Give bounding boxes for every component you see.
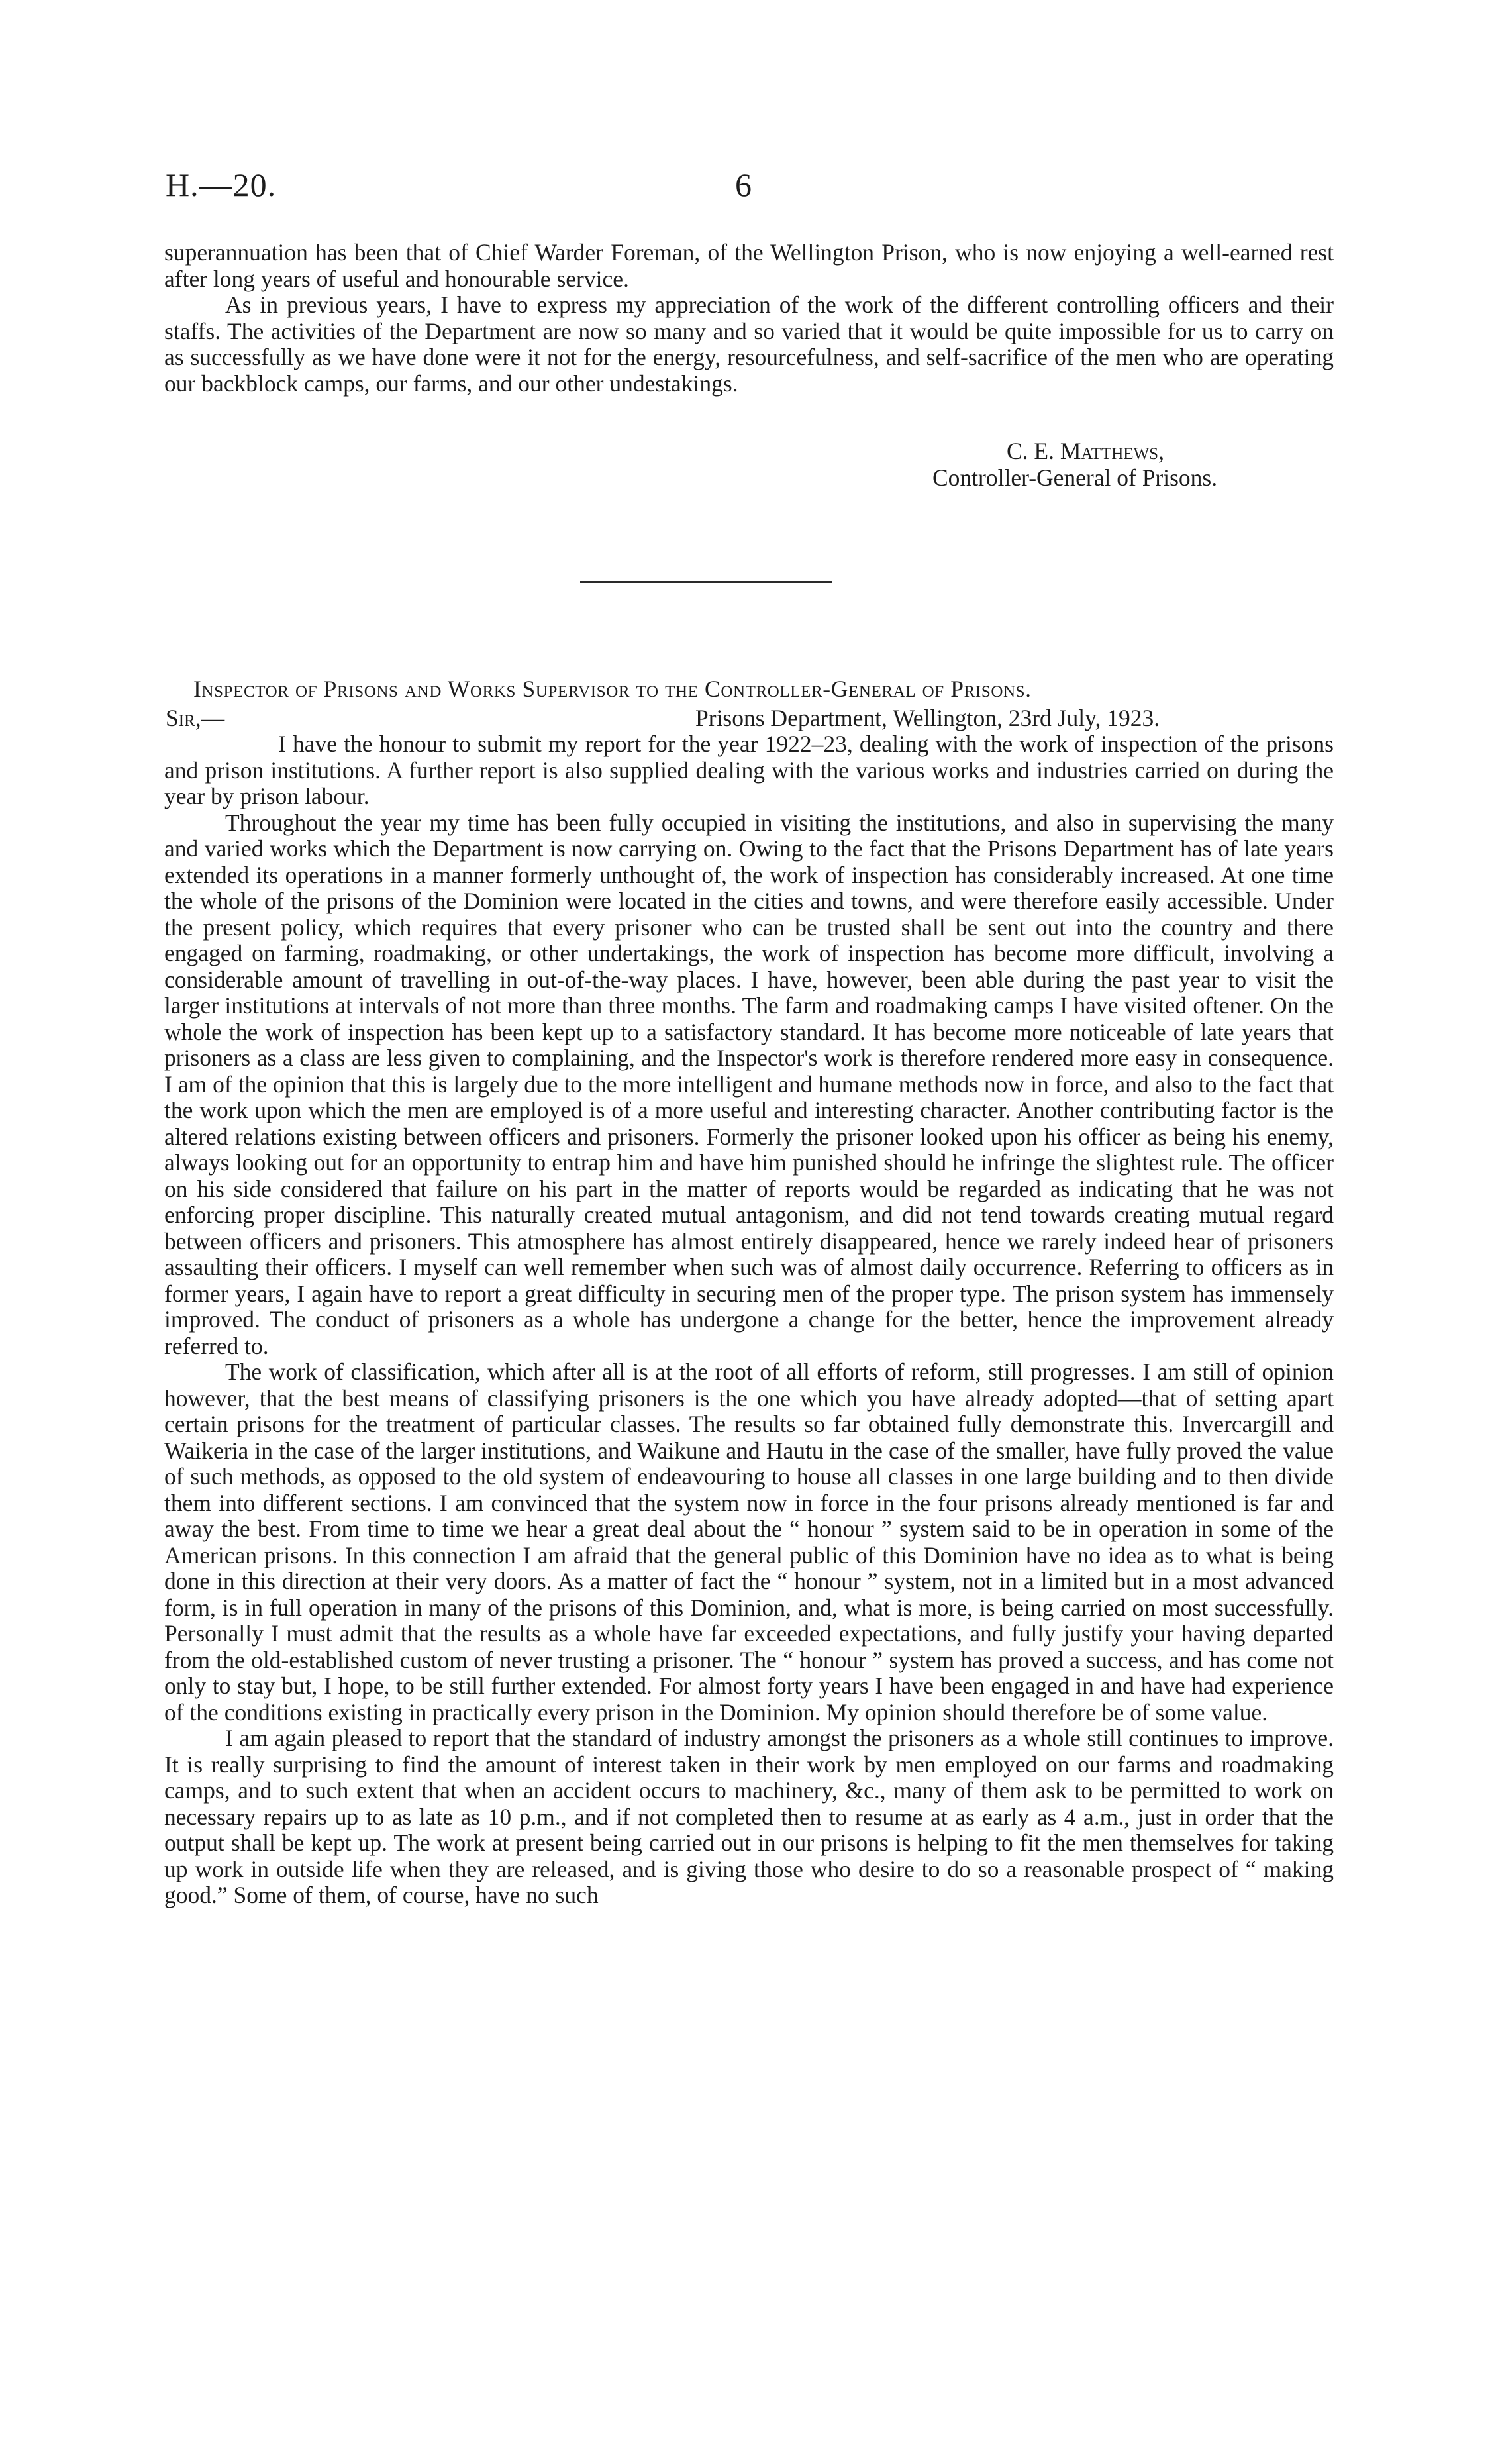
salutation-line (166, 705, 1291, 731)
signatory-name: C. E. Matthews, (1007, 438, 1164, 464)
page-header (166, 166, 1331, 212)
page-number: 6 (735, 166, 752, 203)
report-body (164, 731, 1334, 1909)
report-paragraph: Throughout the year my time has been fully occupied in visiting the institutions, and also in supervising the many and varied works which the Department is now carrying on. Owing to the fact that the Prisons Department has of late years extended its operations in a manner formerly unthought of, the work of inspection has considerably increased. At one time the whole of the prisons of the Dominion were located in the cities and towns, and were therefore easily accessible. Under the present policy, which requires that every prisoner who can be trusted shall be sent out into the country and there engaged on farming, roadmaking, or other undertakings, the work of inspection has become more difficult, involving a considerable amount of travelling in out-of-the-way places. I have, however, been able during the past year to visit the larger institutions at intervals of not more than three months. The farm and roadmaking camps I have visited oftener. On the whole the work of inspection has been kept up to a satisfactory standard. It has become more noticeable of late years that prisoners as a class are less given to complaining, and the Inspector's work is therefore rendered more easy in consequence. I am of the opinion that this is largely due to the more intelligent and humane methods now in force, and also to the fact that the work upon which the men are employed is of a more useful and interesting character. Another contributing factor is the altered relations existing between officers and prisoners. Formerly the prisoner looked upon his officer as being his enemy, always looking out for an opportunity to entrap him and have him punished should he infringe the slightest rule. The officer on his side considered that failure on his part in the matter of reports would be regarded as indicating that he was not enforcing proper discipline. This naturally created mutual antagonism, and did not tend towards creating mutual regard between officers and prisoners. This atmosphere has almost entirely disappeared, hence we rarely indeed hear of prisoners assaulting their officers. I myself can well remember when such was of almost daily occurrence. Referring to officers as in former years, I again have to report a great difficulty in securing men of the proper type. The prison system has immensely improved. The conduct of prisoners as a whole has undergone a change for the better, hence the improvement already referred to. (164, 809, 1334, 1359)
report-paragraph: I am again pleased to report that the standard of industry amongst the prisoners as a whole still continues to improve. It is really surprising to find the amount of interest taken in their work by men employed on our farms and roadmaking camps, and to such extent that when an accident occurs to machinery, &c., many of them ask to be permitted to work on necessary repairs up to as late as 10 p.m., and if not completed then to resume at as early as 4 a.m., just in order that the output shall be kept up. The work at present being carried out in our prisons is helping to fit the men themselves for taking up work in outside life when they are released, and is giving those who desire to do so a reasonable prospect of “ making good.” Some of them, of course, have no such (164, 1725, 1334, 1908)
intro-section (164, 240, 1334, 397)
section-divider (580, 581, 832, 583)
report-heading: Inspector of Prisons and Works Supervisor to the Controller-General of Prisons. (193, 676, 1032, 702)
continuation-paragraph: superannuation has been that of Chief Warder Foreman, of the Wellington Prison, who is now enjoying a well-earned rest after long years of useful and honourable service. (164, 239, 1334, 292)
dateline: Prisons Department, Wellington, 23rd July, 1923. (695, 705, 1160, 731)
report-paragraph: The work of classification, which after all is at the root of all efforts of reform, still progresses. I am still of opinion however, that the best means of classifying prisoners is the one which you have already adopted—that of setting apart certain prisons for the treatment of particular classes. The results so far obtained fully demonstrate this. Invercargill and Waikeria in the case of the larger institutions, and Waikune and Hautu in the case of the smaller, have fully proved the value of such methods, as opposed to the old system of endeavouring to house all classes in one large building and to then divide them into different sections. I am convinced that the system now in force in the four prisons already mentioned is far and away the best. From time to time we hear a great deal about the “ honour ” system said to be in operation in some of the American prisons. In this connection I am afraid that the general public of this Dominion have no idea as to what is being done in this direction at their very doors. As a matter of fact the “ honour ” system, not in a limited but in a most advanced form, is in full operation in many of the prisons of this Dominion, and, what is more, is being carried on most successfully. Personally I must admit that the results as a whole have far exceeded expectations, and fully justify your having departed from the old-established custom of never trusting a prisoner. The “ honour ” system has proved a success, and has come not only to stay but, I hope, to be still further extended. For almost forty years I have been engaged in and have had experience of the conditions existing in practically every prison in the Dominion. My opinion should therefore be of some value. (164, 1359, 1334, 1725)
appreciation-paragraph: As in previous years, I have to express my appreciation of the work of the different controlling officers and their staffs. The activities of the Department are now so many and so varied that it would be quite impossible for us to carry on as successfully as we have done were it not for the energy, resourcefulness, and self-sacrifice of the men who are operating our backblock camps, our farms, and our other undestakings. (164, 291, 1334, 397)
report-paragraph: I have the honour to submit my report for the year 1922–23, dealing with the work of inspection of the prisons and prison institutions. A further report is also supplied dealing with the various works and industries carried on during the year by prison labour. (164, 731, 1334, 809)
signature-block (932, 438, 1343, 491)
salutation: Sir,— (166, 705, 225, 731)
document-reference: H.—20. (166, 166, 277, 203)
signatory-title: Controller-General of Prisons. (932, 464, 1218, 491)
